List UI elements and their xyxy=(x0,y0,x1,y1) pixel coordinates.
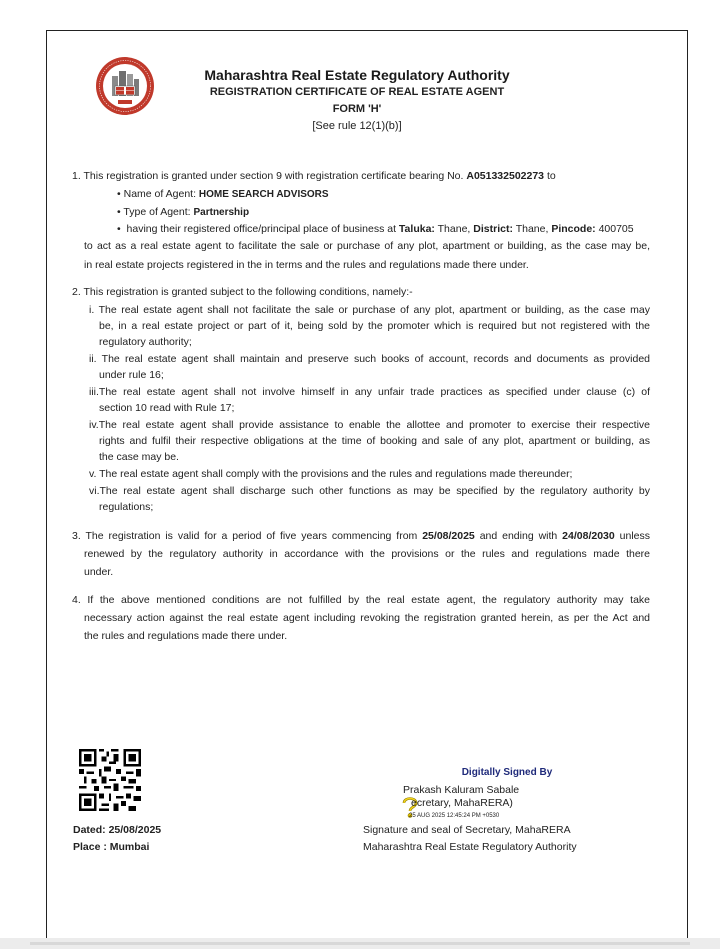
signer-role: ecretary, MahaRERA) xyxy=(411,797,513,809)
condition-4-line2: rights and fulfil their respective obligations at the time of booking and sale of any plot, apartment or building, as xyxy=(99,435,650,447)
condition-1-line3: regulatory authority; xyxy=(99,336,192,348)
section4-line2: necessary action against the real estate agent including revoking the registration granted herein, as per the Act and xyxy=(84,612,650,624)
condition-2-line1: ii. The real estate agent shall maintain and preserve such books of account, records and documents as provided xyxy=(89,353,650,365)
bullet-icon: • xyxy=(117,223,121,235)
agent-type-item: • Type of Agent: Partnership xyxy=(117,206,250,218)
section3-line2: renewed by the regulatory authority in accordance with the provisions or the rules and regulations made there xyxy=(84,548,650,560)
condition-1-line2: be, in a real estate project or part of it, being sold by the promoter which is required but not registered with the xyxy=(99,320,650,332)
digitally-signed-label: Digitally Signed By xyxy=(461,767,553,778)
bullet-icon: • xyxy=(117,206,121,218)
rule-reference: [See rule 12(1)(b)] xyxy=(312,120,402,132)
signature-caption: Signature and seal of Secretary, MahaRERA xyxy=(363,824,571,836)
section4-line3: the rules and regulations made there under. xyxy=(84,630,288,642)
end-date: 24/08/2030 xyxy=(562,530,615,542)
start-date: 25/08/2025 xyxy=(422,530,475,542)
authority-title: Maharashtra Real Estate Regulatory Authority xyxy=(204,67,510,83)
signature-timestamp: 25 AUG 2025 12:45:24 PM +0530 xyxy=(409,813,500,819)
condition-6-line1: vi.The real estate agent shall discharge such other functions as may be specified by the regulatory authority by xyxy=(89,485,650,497)
qr-code xyxy=(79,749,141,811)
bullet-icon: • xyxy=(117,188,121,200)
condition-3-line1: iii.The real estate agent shall not involve himself in any unfair trade practices as specified under clause (c) of xyxy=(89,386,650,398)
section3-line1: 3. The registration is valid for a period of five years commencing from 25/08/2025 and ending with 24/08/2030 unless xyxy=(72,530,651,542)
maharera-logo xyxy=(95,56,155,116)
signer-name: Prakash Kaluram Sabale xyxy=(403,784,520,796)
registration-number: A051332502273 xyxy=(466,170,545,182)
agent-type: Partnership xyxy=(193,207,250,218)
certificate-title: REGISTRATION CERTIFICATE OF REAL ESTATE AGENT xyxy=(209,86,505,98)
condition-3-line2: section 10 read with Rule 17; xyxy=(99,402,235,414)
condition-4-line3: the case may be. xyxy=(99,451,179,463)
condition-6-line2: regulations; xyxy=(99,501,154,513)
place-label: Place : Mumbai xyxy=(73,841,150,853)
bottom-edge xyxy=(0,938,720,949)
section1-purpose-line2: in real estate projects registered in the in terms and the rules and regulations made there under. xyxy=(84,259,529,271)
agent-name-item: • Name of Agent: HOME SEARCH ADVISORS xyxy=(117,188,329,200)
certificate-page xyxy=(46,30,688,942)
condition-2-line2: under rule 16; xyxy=(99,369,164,381)
section3-line3: under. xyxy=(84,566,114,578)
agent-name: HOME SEARCH ADVISORS xyxy=(198,189,329,200)
condition-1-line1: i. The real estate agent shall not facilitate the sale or purchase of any plot, apartment or building, as the case may xyxy=(89,304,650,316)
dated-label: Dated: 25/08/2025 xyxy=(73,824,162,836)
authority-caption: Maharashtra Real Estate Regulatory Authority xyxy=(363,841,577,853)
condition-5-line1: v. The real estate agent shall comply with the provisions and the rules and regulations made thereunder; xyxy=(89,468,573,480)
section4-line1: 4. If the above mentioned conditions are not fulfilled by the real estate agent, the regulatory authority may take xyxy=(72,594,650,606)
section1-purpose-line1: to act as a real estate agent to facilitate the sale or purchase of any plot, apartment or building, as the case may be, xyxy=(84,240,650,252)
agent-address-item: • having their registered office/principal place of business at Taluka: Thane, District: Thane, Pincode: 400705 xyxy=(117,223,634,235)
form-label: FORM 'H' xyxy=(332,103,382,115)
section2-intro: 2. This registration is granted subject to the following conditions, namely:- xyxy=(72,286,413,298)
section1-line1: 1. This registration is granted under section 9 with registration certificate bearing No. A051332502273 to xyxy=(72,170,556,182)
condition-4-line1: iv.The real estate agent shall provide assistance to enable the allottee and promoter to exercise their respective xyxy=(89,419,650,431)
